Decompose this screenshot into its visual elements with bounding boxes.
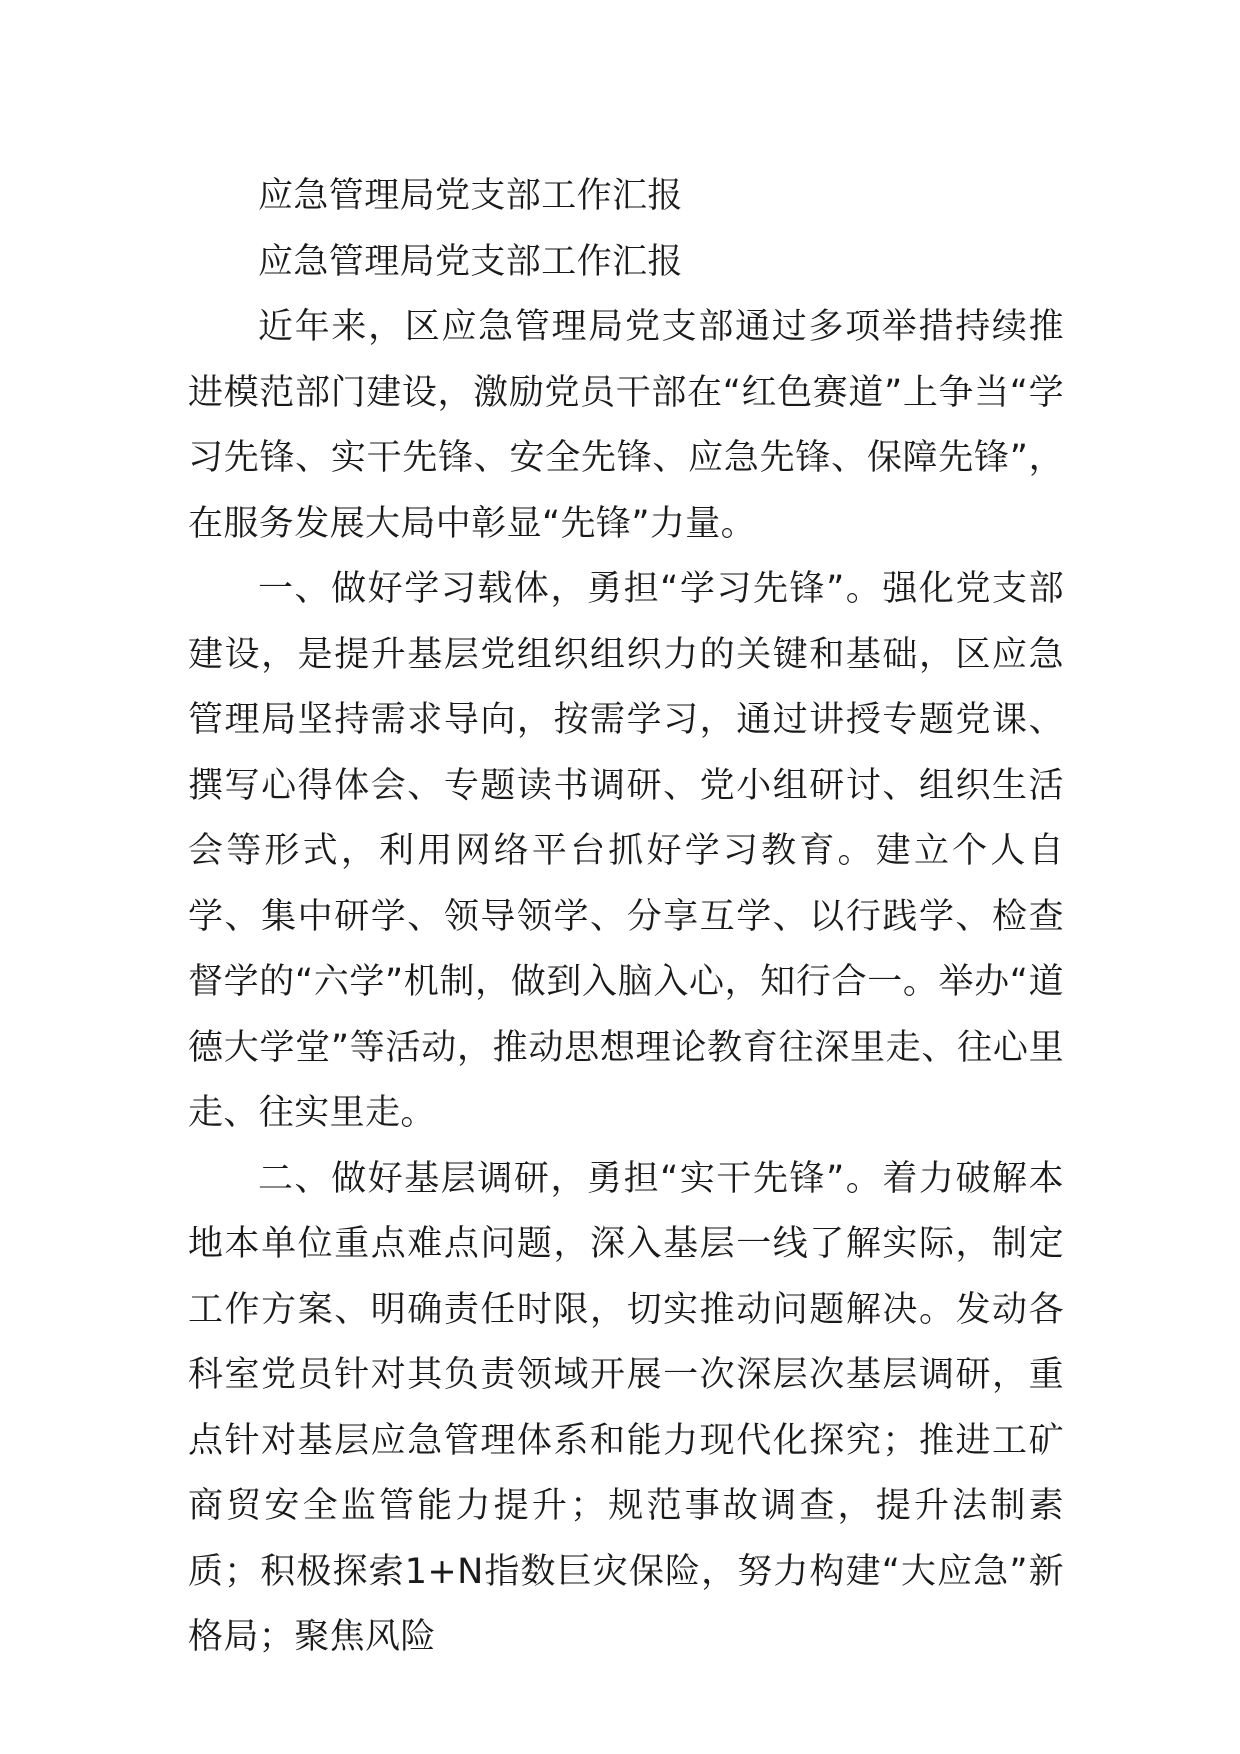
paragraph-section-2: 二、做好基层调研，勇担“实干先锋”。着力破解本地本单位重点难点问题，深入基层一线了解实际，制定工作方案、明确责任时限，切实推动问题解决。发动各科室党员针对其负责领域开展一次深层次基层调研，重点针对基层应急管理体系和能力现代化探究；推进工矿商贸安全监管能力提升；规范事故调查，提升法制素质；积极探索1+N指数巨灾保险，努力构建“大应急”新格局；聚焦风险 [188, 1158, 1064, 1657]
document-subtitle: 应急管理局党支部工作汇报 [258, 241, 683, 282]
document-title: 应急管理局党支部工作汇报 [258, 176, 683, 216]
paragraph-intro: 近年来，区应急管理局党支部通过多项举措持续推进模范部门建设，激励党员干部在“红色赛道”上争当“学习先锋、实干先锋、安全先锋、应急先锋、保障先锋”，在服务发展大局中彰显“先锋”力量。 [188, 307, 1064, 544]
paragraph-section-1: 一、做好学习载体，勇担“学习先锋”。强化党支部建设，是提升基层党组织组织力的关键和基础，区应急管理局坚持需求导向，按需学习，通过讲授专题党课、撰写心得体会、专题读书调研、党小组研讨、组织生活会等形式，利用网络平台抓好学习教育。建立个人自学、集中研学、领导领学、分享互学、以行践学、检查督学的“六学”机制，做到入脑入心，知行合一。举办“道德大学堂”等活动，推动思想理论教育往深里走、往心里走、往实里走。 [188, 569, 1064, 1133]
document-body [188, 164, 1064, 1671]
